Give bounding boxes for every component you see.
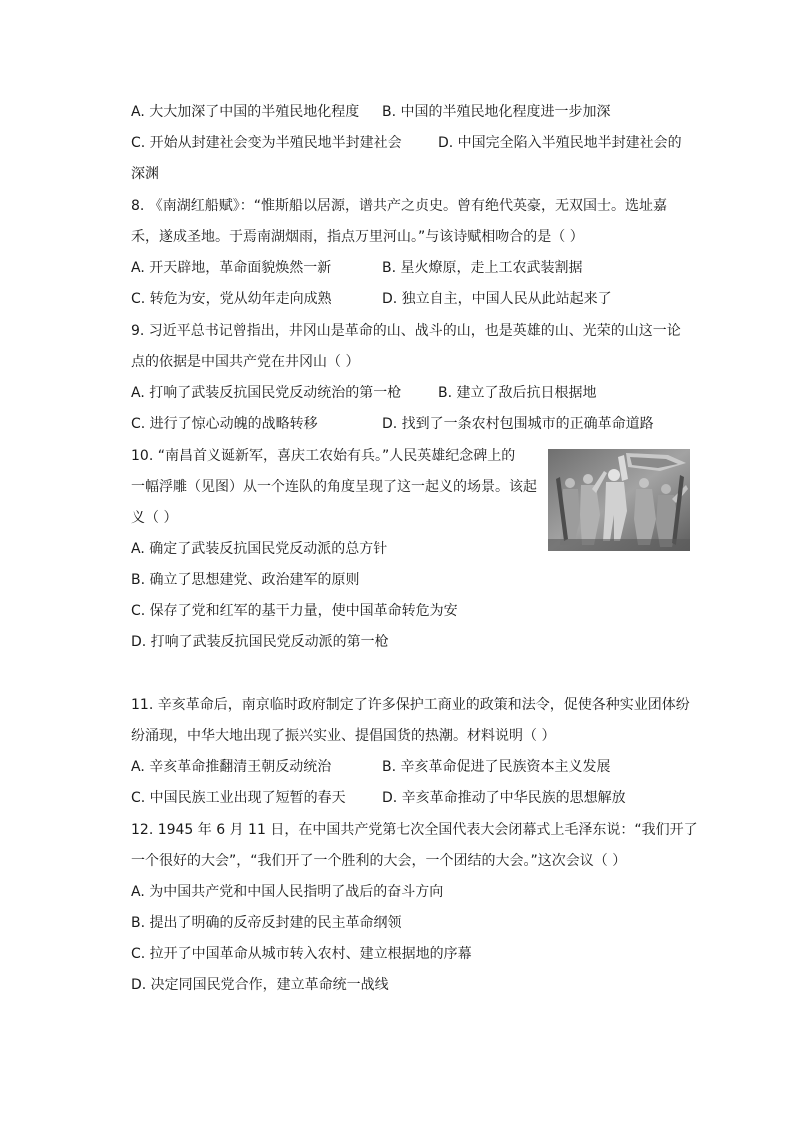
- q8-option-d[interactable]: D. 独立自主，中国人民从此站起来了: [382, 291, 612, 307]
- q10-stem-line2: 一幅浮雕（见图）从一个连队的角度呈现了这一起义的场景。该起: [131, 479, 537, 495]
- q9-option-d[interactable]: D. 找到了一条农村包围城市的正确革命道路: [382, 416, 654, 432]
- q8-option-c[interactable]: C. 转危为安，党从幼年走向成熟: [131, 291, 332, 307]
- q7-option-a[interactable]: A. 大大加深了中国的半殖民地化程度: [131, 104, 360, 120]
- relief-sculpture-icon: [548, 449, 690, 551]
- q10-option-c[interactable]: C. 保存了党和红军的基干力量，使中国革命转危为安: [131, 603, 458, 619]
- q9-stem-line2: 点的依据是中国共产党在井冈山（ ）: [131, 354, 360, 370]
- q9-option-b[interactable]: B. 建立了敌后抗日根据地: [438, 385, 597, 401]
- q7-option-c[interactable]: C. 开始从封建社会变为半殖民地半封建社会: [131, 135, 402, 151]
- q7-option-d-continued: 深渊: [131, 166, 159, 182]
- q12-option-c[interactable]: C. 拉开了中国革命从城市转入农村、建立根据地的序幕: [131, 946, 472, 962]
- q12-stem-line1: 12. 1945 年 6 月 11 日，在中国共产党第七次全国代表大会闭幕式上毛泽东说：“我们开了: [131, 822, 698, 838]
- q11-stem-line1: 11. 辛亥革命后，南京临时政府制定了许多保护工商业的政策和法令，促使各种实业团体纷: [131, 697, 690, 713]
- q8-option-a[interactable]: A. 开天辟地，革命面貌焕然一新: [131, 260, 332, 276]
- q7-option-d[interactable]: D. 中国完全陷入半殖民地半封建社会的: [438, 135, 682, 151]
- q9-stem-line1: 9. 习近平总书记曾指出，井冈山是革命的山、战斗的山，也是英雄的山、光荣的山这一论: [131, 323, 681, 339]
- q11-option-c[interactable]: C. 中国民族工业出现了短暂的春天: [131, 790, 346, 806]
- relief-sculpture-image: [548, 449, 690, 551]
- q8-stem-line2: 禾，遂成圣地。于焉南湖烟雨，指点万里河山。”与该诗赋相吻合的是（ ）: [131, 229, 584, 245]
- q11-option-b[interactable]: B. 辛亥革命促进了民族资本主义发展: [382, 759, 611, 775]
- q8-stem-line1: 8. 《南湖红船赋》：“惟斯船以居源，谱共产之贞史。曾有绝代英豪，无双国士。选址嘉: [131, 198, 668, 214]
- q11-option-a[interactable]: A. 辛亥革命推翻清王朝反动统治: [131, 759, 332, 775]
- q10-option-d[interactable]: D. 打响了武装反抗国民党反动派的第一枪: [131, 634, 389, 650]
- q10-stem-line3: 义（ ）: [131, 510, 178, 526]
- q10-stem-line1: 10. “南昌首义诞新军，喜庆工农始有兵。”人民英雄纪念碑上的: [131, 448, 516, 464]
- q11-option-d[interactable]: D. 辛亥革命推动了中华民族的思想解放: [382, 790, 626, 806]
- q12-option-a[interactable]: A. 为中国共产党和中国人民指明了战后的奋斗方向: [131, 884, 444, 900]
- q12-option-b[interactable]: B. 提出了明确的反帝反封建的民主革命纲领: [131, 915, 402, 931]
- q10-option-a[interactable]: A. 确定了武装反抗国民党反动派的总方针: [131, 541, 388, 557]
- q9-option-c[interactable]: C. 进行了惊心动魄的战略转移: [131, 416, 318, 432]
- q11-stem-line2: 纷涌现，中华大地出现了振兴实业、提倡国货的热潮。材料说明（ ）: [131, 728, 556, 744]
- q7-option-b[interactable]: B. 中国的半殖民地化程度进一步加深: [382, 104, 611, 120]
- q9-option-a[interactable]: A. 打响了武装反抗国民党反动统治的第一枪: [131, 385, 402, 401]
- q12-stem-line2: 一个很好的大会”，“我们开了一个胜利的大会，一个团结的大会。”这次会议（ ）: [131, 853, 627, 869]
- q10-option-b[interactable]: B. 确立了思想建党、政治建军的原则: [131, 572, 360, 588]
- q12-option-d[interactable]: D. 决定同国民党合作，建立革命统一战线: [131, 977, 389, 993]
- q8-option-b[interactable]: B. 星火燎原，走上工农武装割据: [382, 260, 583, 276]
